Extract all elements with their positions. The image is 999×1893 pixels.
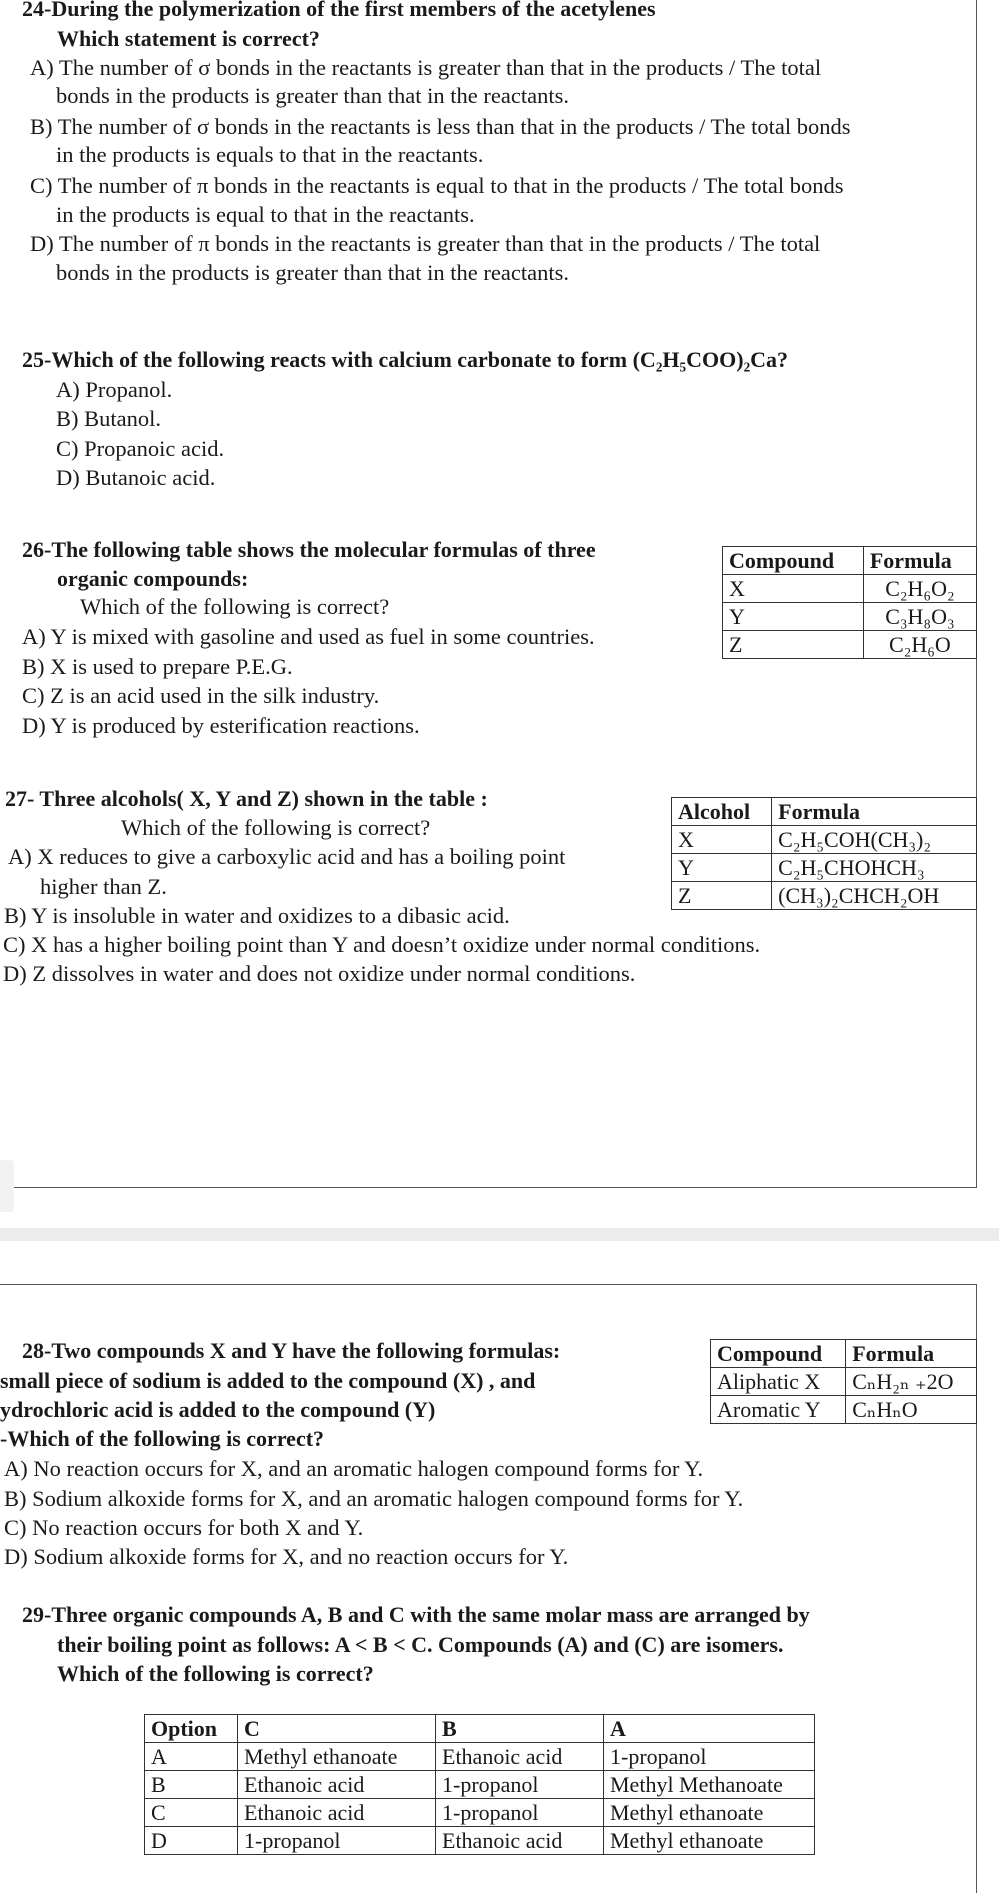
q24-option-d: D) The number of π bonds in the reactants is greater than that in the products / The total — [30, 231, 821, 256]
table-cell: Z — [672, 882, 772, 910]
table-row — [145, 1771, 815, 1799]
table-header-row — [723, 547, 977, 575]
q28-line-4: -Which of the following is correct? — [0, 1426, 325, 1451]
q27-alcohol-table — [671, 797, 977, 910]
table-header-row — [145, 1715, 815, 1743]
q24-option-d-cont: bonds in the products is greater than that in the reactants. — [56, 260, 569, 285]
table-row — [711, 1396, 977, 1424]
table-cell: C₂H₆O — [863, 631, 976, 659]
table-cell: (CH₃)₂CHCH₂OH — [772, 882, 977, 910]
q25-title-text: 25-Which of the following reacts with calcium carbonate to form — [22, 347, 633, 372]
table-header-row — [711, 1340, 977, 1368]
table-cell: X — [672, 826, 772, 854]
q25-option-a: A) Propanol. — [56, 377, 173, 402]
q26-option-b: B) X is used to prepare P.E.G. — [22, 654, 293, 679]
q24-option-b: B) The number of σ bonds in the reactants is less than that in the products / The total bonds — [30, 114, 851, 139]
table-cell: Methyl ethanoate — [238, 1743, 436, 1771]
q28-option-b: B) Sodium alkoxide forms for X, and an aromatic halogen compound forms for Y. — [4, 1486, 744, 1511]
q26-option-d: D) Y is produced by esterification reactions. — [22, 713, 420, 738]
q24-option-c: C) The number of π bonds in the reactants is equal to that in the products / The total bonds — [30, 173, 844, 198]
q27-option-d: D) Z dissolves in water and does not oxidize under normal conditions. — [3, 961, 636, 986]
q28-title: 28-Two compounds X and Y have the following formulas: — [22, 1338, 561, 1363]
q29-title: 29-Three organic compounds A, B and C with the same molar mass are arranged by — [22, 1602, 810, 1627]
table-header-cell: Compound — [711, 1340, 846, 1368]
table-cell: Aromatic Y — [711, 1396, 846, 1424]
table-cell: 1-propanol — [436, 1799, 604, 1827]
q27-prompt: Which of the following is correct? — [121, 815, 431, 840]
q27-option-c: C) X has a higher boiling point than Y and doesn’t oxidize under normal conditions. — [3, 932, 761, 957]
table-header-cell: Formula — [863, 547, 976, 575]
q25-title-formula: (C₂H₅COO)₂Ca? — [632, 347, 789, 372]
q27-title: 27- Three alcohols( X, Y and Z) shown in the table : — [5, 786, 488, 811]
table-header-cell: Option — [145, 1715, 238, 1743]
q25-option-c: C) Propanoic acid. — [56, 436, 225, 461]
q24-title: 24-During the polymerization of the first members of the acetylenes — [22, 0, 656, 21]
table-header-cell: Formula — [772, 798, 977, 826]
table-header-cell: A — [604, 1715, 815, 1743]
table-cell: CₙH₂ₙ ₊2O — [846, 1368, 977, 1396]
table-row — [711, 1368, 977, 1396]
table-cell: Ethanoic acid — [436, 1743, 604, 1771]
table-header-cell: Formula — [846, 1340, 977, 1368]
q26-prompt: Which of the following is correct? — [80, 594, 390, 619]
q28-option-c: C) No reaction occurs for both X and Y. — [4, 1515, 364, 1540]
q28-option-a: A) No reaction occurs for X, and an aromatic halogen compound forms for Y. — [4, 1456, 704, 1481]
table-row — [723, 575, 977, 603]
q28-compound-table — [710, 1339, 977, 1424]
page-separator — [0, 1228, 999, 1241]
table-row — [723, 603, 977, 631]
table-cell: Methyl ethanoate — [604, 1827, 815, 1855]
table-row — [672, 854, 977, 882]
q26-option-c: C) Z is an acid used in the silk industry. — [22, 683, 380, 708]
q29-title-cont: their boiling point as follows: A < B < C. Compounds (A) and (C) are isomers. — [57, 1632, 784, 1657]
q25-option-d: D) Butanoic acid. — [56, 465, 216, 490]
q25-option-b: B) Butanol. — [56, 406, 161, 431]
table-cell: Ethanoic acid — [238, 1799, 436, 1827]
q27-option-b: B) Y is insoluble in water and oxidizes to a dibasic acid. — [4, 903, 510, 928]
q24-option-a-cont: bonds in the products is greater than that in the reactants. — [56, 83, 569, 108]
table-cell: C₃H₈O₃ — [863, 603, 976, 631]
q24-subtitle: Which statement is correct? — [57, 26, 320, 51]
table-row — [672, 826, 977, 854]
table-cell: CₙHₙO — [846, 1396, 977, 1424]
table-cell: Methyl ethanoate — [604, 1799, 815, 1827]
q26-title: 26-The following table shows the molecular formulas of three — [22, 537, 596, 562]
table-header-cell: Compound — [723, 547, 864, 575]
table-cell: Ethanoic acid — [238, 1771, 436, 1799]
table-row — [723, 631, 977, 659]
q24-option-a: A) The number of σ bonds in the reactants is greater than that in the products / The total — [30, 55, 822, 80]
table-cell: Methyl Methanoate — [604, 1771, 815, 1799]
table-cell: A — [145, 1743, 238, 1771]
table-cell: C₂H₅COH(CH₃)₂ — [772, 826, 977, 854]
table-row — [672, 882, 977, 910]
table-cell: Y — [672, 854, 772, 882]
table-cell: X — [723, 575, 864, 603]
table-cell: D — [145, 1827, 238, 1855]
table-header-row — [672, 798, 977, 826]
table-row — [145, 1743, 815, 1771]
table-cell: 1-propanol — [604, 1743, 815, 1771]
q26-compound-table — [722, 546, 977, 659]
scroll-edge-tab — [0, 1160, 14, 1212]
q28-line-2: small piece of sodium is added to the compound (X) , and — [0, 1368, 536, 1393]
q24-option-b-cont: in the products is equals to that in the reactants. — [56, 142, 484, 167]
table-row — [145, 1827, 815, 1855]
table-cell: 1-propanol — [436, 1771, 604, 1799]
q28-option-d: D) Sodium alkoxide forms for X, and no reaction occurs for Y. — [4, 1544, 569, 1569]
q26-title-cont: organic compounds: — [57, 566, 249, 591]
table-cell: Aliphatic X — [711, 1368, 846, 1396]
table-header-cell: C — [238, 1715, 436, 1743]
table-cell: B — [145, 1771, 238, 1799]
table-row — [145, 1799, 815, 1827]
table-header-cell: Alcohol — [672, 798, 772, 826]
table-cell: C₂H₆O₂ — [863, 575, 976, 603]
q28-line-3: ydrochloric acid is added to the compound (Y) — [0, 1397, 436, 1422]
q27-option-a-cont: higher than Z. — [40, 874, 167, 899]
q24-option-c-cont: in the products is equal to that in the reactants. — [56, 202, 475, 227]
table-cell: Ethanoic acid — [436, 1827, 604, 1855]
table-cell: Z — [723, 631, 864, 659]
table-cell: C₂H₅CHOHCH₃ — [772, 854, 977, 882]
q25-title — [22, 345, 788, 374]
q26-option-a: A) Y is mixed with gasoline and used as fuel in some countries. — [22, 624, 595, 649]
q27-option-a: A) X reduces to give a carboxylic acid and has a boiling point — [8, 844, 566, 869]
q29-title-cont-2: Which of the following is correct? — [57, 1661, 374, 1686]
table-cell: Y — [723, 603, 864, 631]
q29-option-table — [144, 1714, 815, 1855]
table-cell: 1-propanol — [238, 1827, 436, 1855]
table-header-cell: B — [436, 1715, 604, 1743]
table-cell: C — [145, 1799, 238, 1827]
